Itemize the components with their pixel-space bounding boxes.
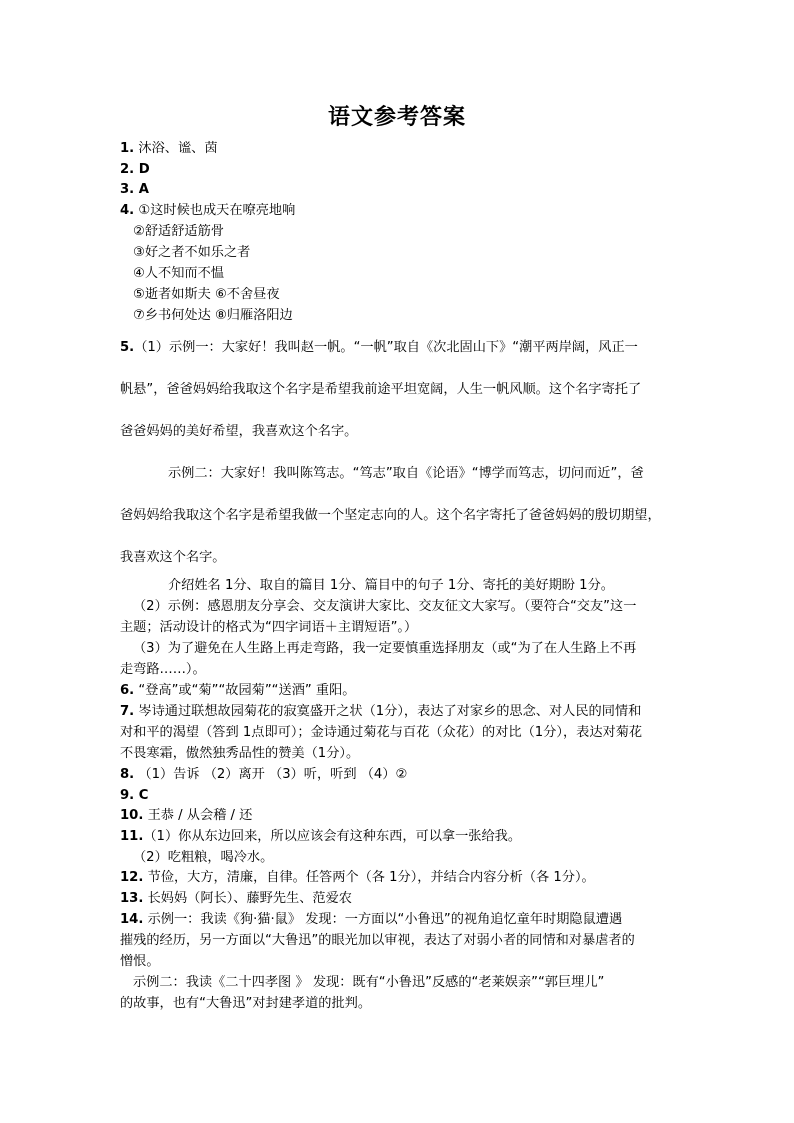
answer-number: 2. D [120, 162, 150, 177]
answer-4-line: ④人不知而不愠 [133, 266, 224, 281]
answer-text: ①这时候也成天在嘹亮地响 [134, 203, 296, 218]
answer-13 [120, 890, 352, 908]
answer-4-line: ②舒适舒适筋骨 [133, 224, 224, 239]
answer-14-line: 憎恨。 [120, 954, 160, 969]
answer-14-line: 摧残的经历，另一方面以“大鲁迅”的眼光加以审视，表达了对弱小者的同情和对暴虐者的 [120, 933, 635, 948]
answer-11 [120, 828, 521, 846]
answer-number: 11. [120, 829, 144, 844]
answer-text: 岑诗通过联想故园菊花的寂寞盛开之状（1分），表达了对家乡的思念、对人民的同情和 [134, 704, 642, 719]
answer-7 [120, 703, 641, 721]
answer-5-example-2: 示例二：大家好！我叫陈笃志。“笃志”取自《论语》“博学而笃志，切问而近”，爸 [168, 466, 644, 481]
answer-11-line: （2）吃粗粮，喝冷水。 [133, 850, 274, 865]
answer-14-line: 的故事，也有“大鲁迅”对封建孝道的批判。 [120, 996, 372, 1011]
answer-14-example-2: 示例二：我读《二十四孝图 》 发现：既有“小鲁迅”反感的“老莱娱亲”“郭巨埋儿” [133, 975, 605, 990]
answer-7-line: 不畏寒霜，傲然独秀品性的赞美（1分）。 [120, 746, 360, 761]
answer-text: 沐浴、谧、茵 [134, 141, 218, 156]
page-title: 语文参考答案 [327, 105, 466, 130]
answer-5-line: 爸爸妈妈的美好希望，我喜欢这个名字。 [120, 424, 358, 439]
answer-9 [120, 787, 148, 805]
answer-5 [120, 339, 638, 357]
answer-5-part-2: （2）示例：感恩朋友分享会、交友演讲大家比、交友征文大家写。（要符合“交友”这一 [133, 599, 637, 614]
answer-5-line: 帆悬”，爸爸妈妈给我取这个名字是希望我前途平坦宽阔，人生一帆风顺。这个名字寄托了 [120, 382, 642, 397]
answer-number: 7. [120, 704, 135, 719]
answer-number: 3. A [120, 182, 149, 197]
answer-14 [120, 911, 622, 929]
answer-text: （1）示例一：大家好！我叫赵一帆。“一帆”取自《次北固山下》“潮平两岸阔，风正一 [134, 340, 638, 355]
answer-5-scoring: 介绍姓名 1分、取自的篇目 1分、篇目中的句子 1分、寄托的美好期盼 1分。 [168, 578, 614, 593]
answer-5-part-3: （3）为了避免在人生路上再走弯路，我一定要慎重选择朋友（或“为了在人生路上不再 [133, 641, 637, 656]
answer-7-line: 对和平的渴望（答到 1点即可）；金诗通过菊花与百花（众花）的对比（1分），表达对菊花 [120, 725, 643, 740]
answer-number: 10. [120, 808, 144, 823]
answer-5-line: 走弯路……）。 [120, 662, 206, 677]
answer-8 [120, 766, 407, 784]
answer-number: 13. [120, 891, 144, 906]
answer-10 [120, 807, 252, 825]
answer-text: 示例一：我读《狗·猫·鼠》 发现：一方面以“小鲁迅”的视角追忆童年时期隐鼠遭遇 [143, 912, 623, 927]
answer-12 [120, 869, 595, 887]
answer-4-line: ⑤逝者如斯夫 ⑥不舍昼夜 [133, 287, 280, 302]
answer-3 [120, 181, 149, 199]
answer-number: 1. [120, 141, 135, 156]
answer-4 [120, 202, 295, 220]
answer-number: 9. C [120, 788, 149, 803]
answer-4-line: ③好之者不如乐之者 [133, 245, 251, 260]
answer-4-line: ⑦乡书何处达 ⑧归雁洛阳边 [133, 308, 293, 323]
answer-number: 4. [120, 203, 135, 218]
answer-number: 12. [120, 870, 144, 885]
answer-text: （1）告诉 （2）离开 （3）听，听到 （4）② [134, 767, 408, 782]
answer-number: 5. [120, 340, 135, 355]
answer-1 [120, 140, 218, 158]
answer-number: 14. [120, 912, 144, 927]
answer-6 [120, 682, 355, 700]
answer-number: 6. [120, 683, 135, 698]
answer-text: “登高”或“菊”“故园菊”“送酒” 重阳。 [134, 683, 356, 698]
answer-text: 长妈妈（阿长）、藤野先生、范爱农 [143, 891, 352, 906]
answer-text: 王恭 / 从会稽 / 还 [143, 808, 253, 823]
answer-5-line: 我喜欢这个名字。 [120, 550, 226, 565]
answer-5-line: 主题；活动设计的格式为“四字词语＋主谓短语”。） [120, 620, 418, 635]
answer-2 [120, 161, 150, 179]
answer-text: 节俭，大方，清廉，自律。任答两个（各 1分），并结合内容分析（各 1分）。 [143, 870, 595, 885]
answer-5-line: 爸妈妈给我取这个名字是希望我做一个坚定志向的人。这个名字寄托了爸爸妈妈的殷切期望， [120, 508, 661, 523]
answer-text: （1）你从东边回来，所以应该会有这种东西，可以拿一张给我。 [143, 829, 522, 844]
answer-number: 8. [120, 767, 135, 782]
